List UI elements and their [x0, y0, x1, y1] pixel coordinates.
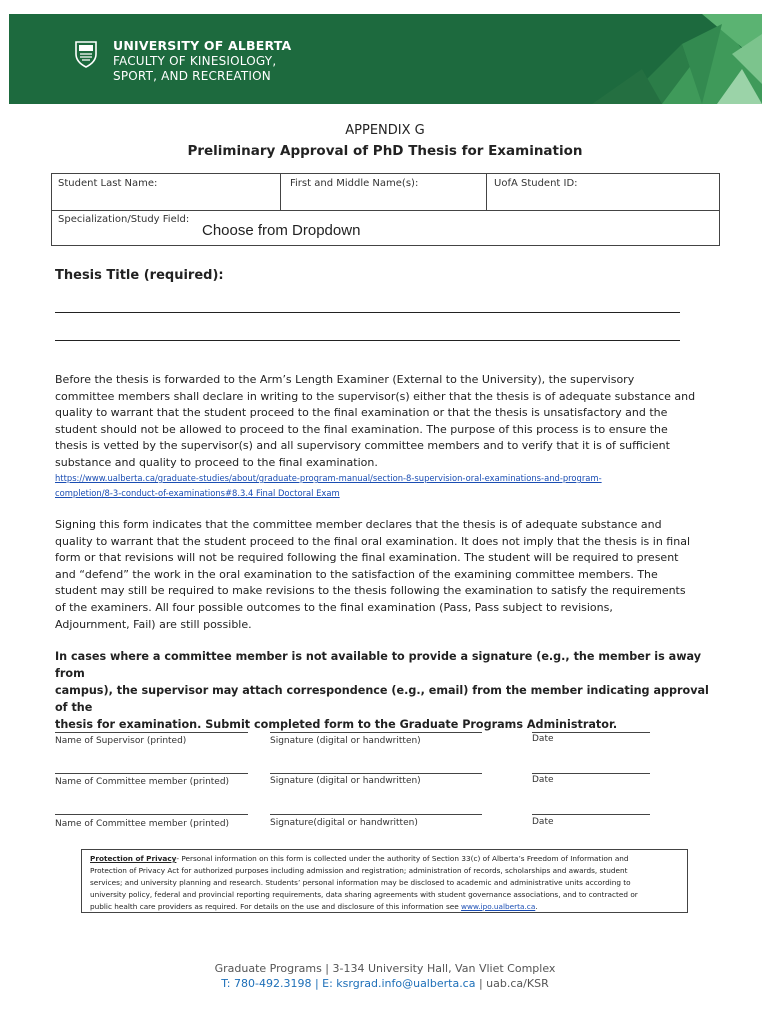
appendix-title: APPENDIX G: [345, 123, 425, 138]
text-line: thesis is vetted by the supervisor(s) and all supervisory committee members and to verify that it is of sufficient: [55, 439, 670, 453]
paragraph-review-process: [55, 372, 705, 472]
faculty-line-1: FACULTY OF KINESIOLOGY,: [113, 54, 277, 68]
phone-prefix: T:: [221, 977, 231, 990]
university-crest-icon: [75, 40, 97, 68]
thesis-title-line-2[interactable]: [55, 340, 680, 341]
privacy-text: - Personal information on this form is collected under the authority of Section 33(c) of Alberta’s Freedom of Information and: [176, 854, 629, 863]
privacy-line: [90, 853, 679, 865]
supervisor-signature-line[interactable]: [270, 732, 482, 733]
footer-address: Graduate Programs | 3-134 University Hall, Van Vliet Complex: [214, 962, 556, 975]
text-line: Adjournment, Fail) are still possible.: [55, 617, 252, 631]
text-line: In cases where a committee member is not available to provide a signature (e.g., the member is away from: [55, 650, 702, 680]
link-line[interactable]: completion/8-3-conduct-of-examinations#8.3.4 Final Doctoral Exam: [55, 488, 340, 498]
ipo-link[interactable]: www.ipo.ualberta.ca: [461, 902, 536, 911]
last-name-field[interactable]: Student Last Name:: [58, 178, 158, 189]
banner-decoration: [502, 14, 762, 104]
committee1-signature-label: Signature (digital or handwritten): [270, 776, 421, 786]
first-name-field[interactable]: First and Middle Name(s):: [290, 178, 419, 189]
supervisor-date-label: Date: [532, 734, 554, 744]
text-line: quality to warrant that the student proceed to the final examination or that the thesis is unsatisfactory and the: [55, 406, 668, 420]
text-line: quality to warrant that the student proceed to the final oral examination. It does not imply that the thesis is in final: [55, 534, 691, 548]
form-title: Preliminary Approval of PhD Thesis for Examination: [187, 143, 583, 159]
text-line: student should not be allowed to proceed to the final examination. The purpose of this process is to ensure the: [55, 422, 668, 436]
privacy-line: [90, 901, 679, 913]
header-banner: [9, 14, 762, 104]
thesis-title-line-1[interactable]: [55, 312, 680, 313]
text-line: thesis for examination. Submit completed form to the Graduate Programs Administrator.: [55, 718, 618, 731]
committee1-name-line[interactable]: [55, 773, 248, 774]
text-line: and “defend” the work in the oral examination to the satisfaction of the examining committee members. The: [55, 567, 658, 581]
column-divider: [486, 174, 487, 211]
email-prefix: E:: [322, 977, 333, 990]
supervisor-name-line[interactable]: [55, 732, 248, 733]
privacy-end: .: [535, 902, 538, 911]
student-id-field[interactable]: UofA Student ID:: [494, 178, 578, 189]
text-line: Before the thesis is forwarded to the Arm’s Length Examiner (External to the University), the supervisory: [55, 373, 635, 386]
faculty-name: [113, 54, 276, 84]
text-line: student may still be required to make revisions to the thesis following the examination to satisfy the requirements: [55, 584, 686, 598]
text-line: substance and quality to proceed to the final examination.: [55, 455, 378, 469]
supervisor-date-line[interactable]: [532, 732, 650, 733]
privacy-line: services; and university planning and research. Students’ personal information may be disclosed to academic and administrative units according to: [90, 878, 631, 887]
committee2-name-line[interactable]: [55, 814, 248, 815]
text-line: form or that revisions will not be required following the final examination. The student will be required to present: [55, 551, 679, 565]
text-line: of the examiners. All four possible outcomes to the final examination (Pass, Pass subject to revisions,: [55, 600, 613, 614]
committee2-signature-line[interactable]: [270, 814, 482, 815]
paragraph-absent-member: [55, 648, 715, 733]
graduate-manual-link[interactable]: [55, 471, 705, 501]
privacy-heading: Protection of Privacy: [90, 854, 177, 863]
committee2-name-label: Name of Committee member (printed): [55, 819, 230, 829]
website-text: | uab.ca/KSR: [475, 977, 549, 990]
footer-contact: [0, 977, 770, 990]
university-name: UNIVERSITY OF ALBERTA: [113, 38, 292, 53]
committee1-name-label: Name of Committee member (printed): [55, 777, 230, 787]
paragraph-signing-meaning: [55, 517, 705, 633]
column-divider: [280, 174, 281, 211]
specialization-dropdown[interactable]: Choose from Dropdown: [202, 222, 361, 239]
thesis-title-label: Thesis Title (required):: [55, 268, 224, 283]
committee2-signature-label: Signature(digital or handwritten): [270, 818, 418, 828]
privacy-line: university policy, federal and provincial reporting requirements, data sharing agreements with student governance associations, and to contracted or: [90, 890, 638, 899]
committee1-date-line[interactable]: [532, 773, 650, 774]
specialization-label: Specialization/Study Field:: [58, 214, 190, 225]
text-line: committee members shall declare in writing to the supervisor(s) either that the thesis is of adequate substance and: [55, 389, 696, 403]
supervisor-name-label: Name of Supervisor (printed): [55, 736, 187, 746]
privacy-notice: [81, 849, 688, 913]
phone-number: 780-492.3198 |: [230, 977, 323, 990]
supervisor-signature-label: Signature (digital or handwritten): [270, 736, 421, 746]
link-line[interactable]: https://www.ualberta.ca/graduate-studies/about/graduate-program-manual/section-8-supervision-oral-examinations-and-program-: [55, 473, 602, 483]
student-info-row: [52, 174, 719, 211]
privacy-text: public health care providers as required. For details on the use and disclosure of this information see: [90, 902, 462, 911]
student-info-form: [51, 173, 720, 246]
faculty-line-2: SPORT, AND RECREATION: [113, 69, 271, 83]
committee1-date-label: Date: [532, 775, 554, 785]
committee2-date-label: Date: [532, 817, 554, 827]
text-line: Signing this form indicates that the committee member declares that the thesis is of adequate substance and: [55, 518, 662, 531]
email-link[interactable]: ksrgrad.info@ualberta.ca: [332, 977, 476, 990]
text-line: campus), the supervisor may attach correspondence (e.g., email) from the member indicating approval of the: [55, 684, 709, 714]
committee1-signature-line[interactable]: [270, 773, 482, 774]
committee2-date-line[interactable]: [532, 814, 650, 815]
privacy-line: Protection of Privacy Act for authorized purposes including admission and registration; administration of records, scholarships and awards, student: [90, 866, 628, 875]
